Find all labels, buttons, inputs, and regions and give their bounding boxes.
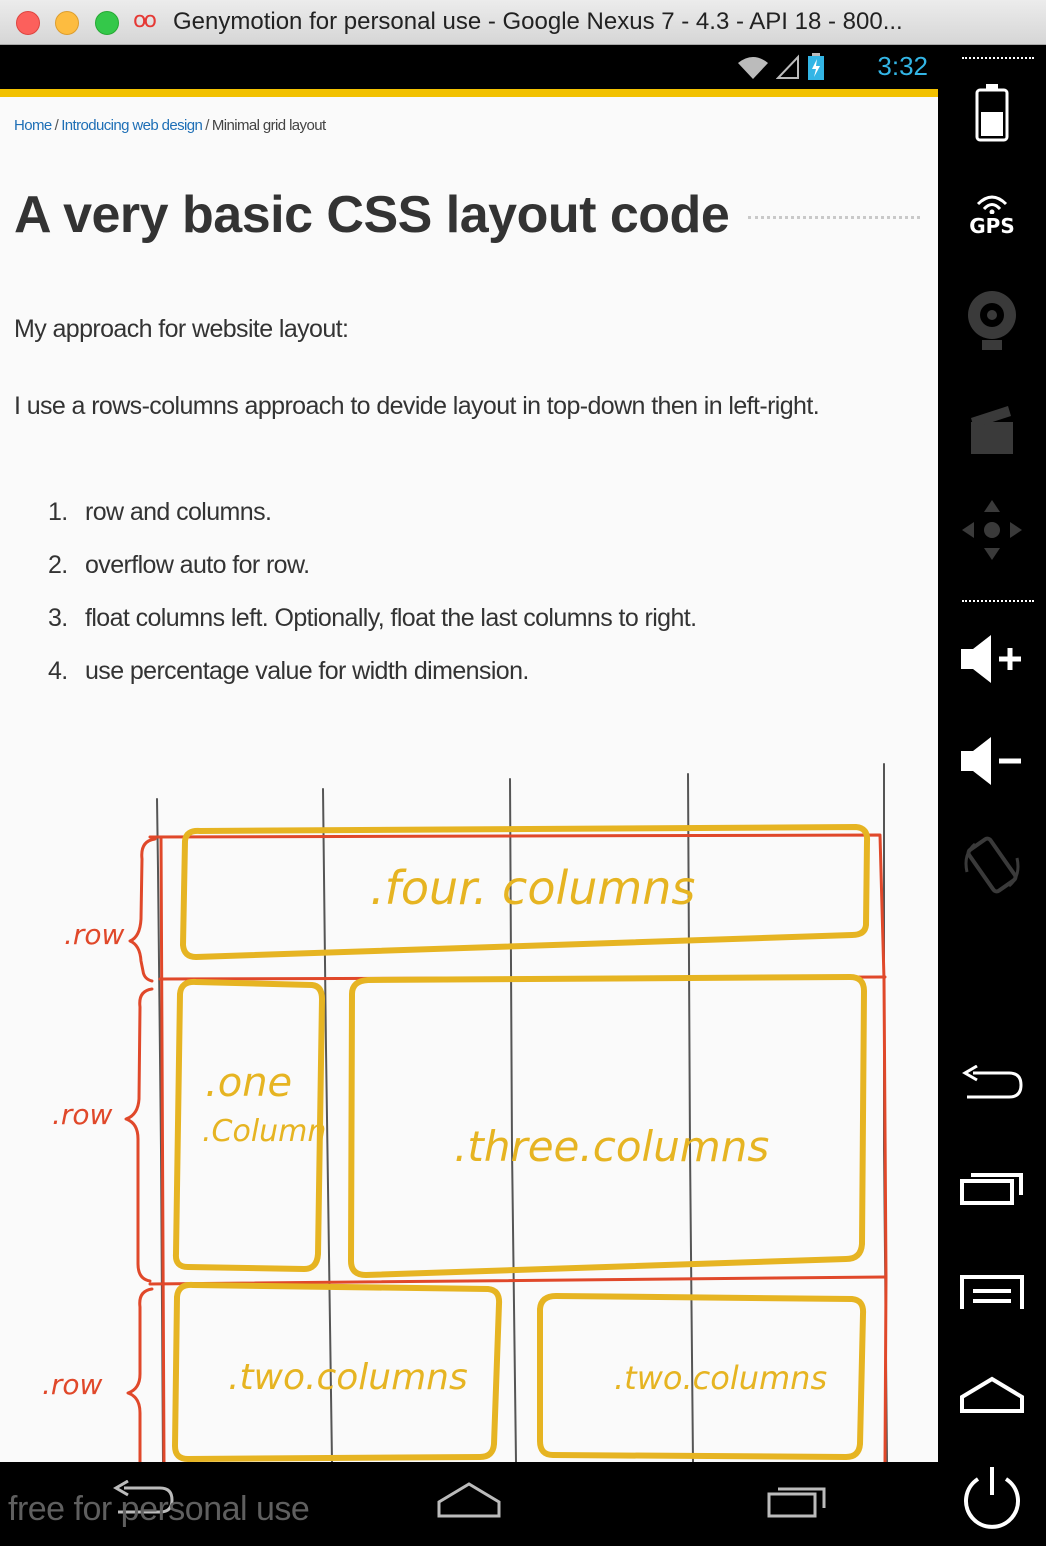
battery-charging-icon [806, 53, 826, 81]
grid-layout-sketch [0, 749, 938, 1462]
close-window-button[interactable] [16, 11, 40, 35]
window-titlebar [0, 0, 1046, 45]
emulator-side-panel [938, 45, 1046, 1546]
rotate-icon[interactable] [938, 833, 1046, 897]
list-item-number: 1. [48, 498, 68, 526]
sketch-label-one: .one [205, 1060, 293, 1106]
back-icon[interactable] [938, 1061, 1046, 1109]
gps-icon[interactable] [938, 185, 1046, 245]
list-item [48, 650, 696, 703]
recent-apps-icon[interactable] [766, 1480, 832, 1520]
home-icon[interactable] [436, 1480, 502, 1520]
list-item [48, 597, 696, 650]
dpad-icon[interactable] [938, 495, 1046, 565]
panel-grip[interactable] [962, 57, 1034, 63]
recent-apps-icon[interactable] [938, 1163, 1046, 1211]
intro-paragraph: My approach for website layout: [14, 315, 349, 343]
sketch-label-two-columns-right: .two.columns [614, 1359, 828, 1397]
list-item-number: 3. [48, 604, 68, 632]
breadcrumb-separator: / [205, 117, 209, 134]
gps-label: GPS [969, 214, 1015, 238]
steps-list [48, 491, 696, 703]
list-item-number: 4. [48, 657, 68, 685]
accent-bar [0, 89, 938, 97]
volume-up-icon[interactable] [938, 631, 1046, 687]
power-icon[interactable] [938, 1463, 1046, 1533]
window-title: Genymotion for personal use - Google Nexus 7 - 4.3 - API 18 - 800... [173, 8, 903, 35]
breadcrumb-separator: / [54, 117, 59, 134]
minimize-window-button[interactable] [55, 11, 79, 35]
sketch-label-three-columns: .three.columns [454, 1122, 770, 1171]
signal-icon [776, 54, 800, 80]
list-item-number: 2. [48, 551, 68, 579]
list-item-text: use percentage value for width dimension. [85, 657, 529, 685]
battery-icon[interactable] [938, 83, 1046, 143]
android-status-bar [0, 45, 938, 89]
list-item-text: overflow auto for row. [85, 551, 310, 579]
breadcrumb-home-link[interactable]: Home [14, 117, 52, 134]
status-clock: 3:32 [877, 51, 928, 81]
maximize-window-button[interactable] [95, 11, 119, 35]
volume-down-icon[interactable] [938, 733, 1046, 789]
sketch-label-row-1: .row [64, 918, 125, 951]
list-item [48, 491, 696, 544]
webcam-icon[interactable] [938, 285, 1046, 355]
breadcrumb-section-link[interactable]: Introducing web design [61, 117, 203, 134]
list-item-text: row and columns. [85, 498, 272, 526]
home-icon[interactable] [938, 1371, 1046, 1419]
title-divider [748, 216, 920, 219]
wifi-icon [736, 54, 770, 80]
panel-grip[interactable] [962, 600, 1034, 606]
watermark: free for personal use [8, 1490, 310, 1528]
browser-webview[interactable] [0, 89, 938, 1462]
description-paragraph: I use a rows-columns approach to devide layout in top-down then in left-right. [14, 392, 820, 420]
list-item-text: float columns left. Optionally, float the last columns to right. [85, 604, 697, 632]
menu-icon[interactable] [938, 1267, 1046, 1315]
sketch-label-row-3: .row [42, 1368, 103, 1401]
genymotion-icon: oo [133, 8, 154, 33]
clapperboard-icon[interactable] [938, 397, 1046, 461]
sketch-label-column: .Column [202, 1114, 327, 1149]
sketch-label-row-2: .row [52, 1098, 113, 1131]
sketch-label-four-columns: .four. columns [370, 861, 696, 915]
breadcrumb-current: Minimal grid layout [211, 117, 326, 134]
sketch-label-two-columns-left: .two.columns [228, 1357, 468, 1398]
breadcrumb [14, 117, 326, 134]
list-item [48, 544, 696, 597]
page-title: A very basic CSS layout code [14, 186, 730, 244]
